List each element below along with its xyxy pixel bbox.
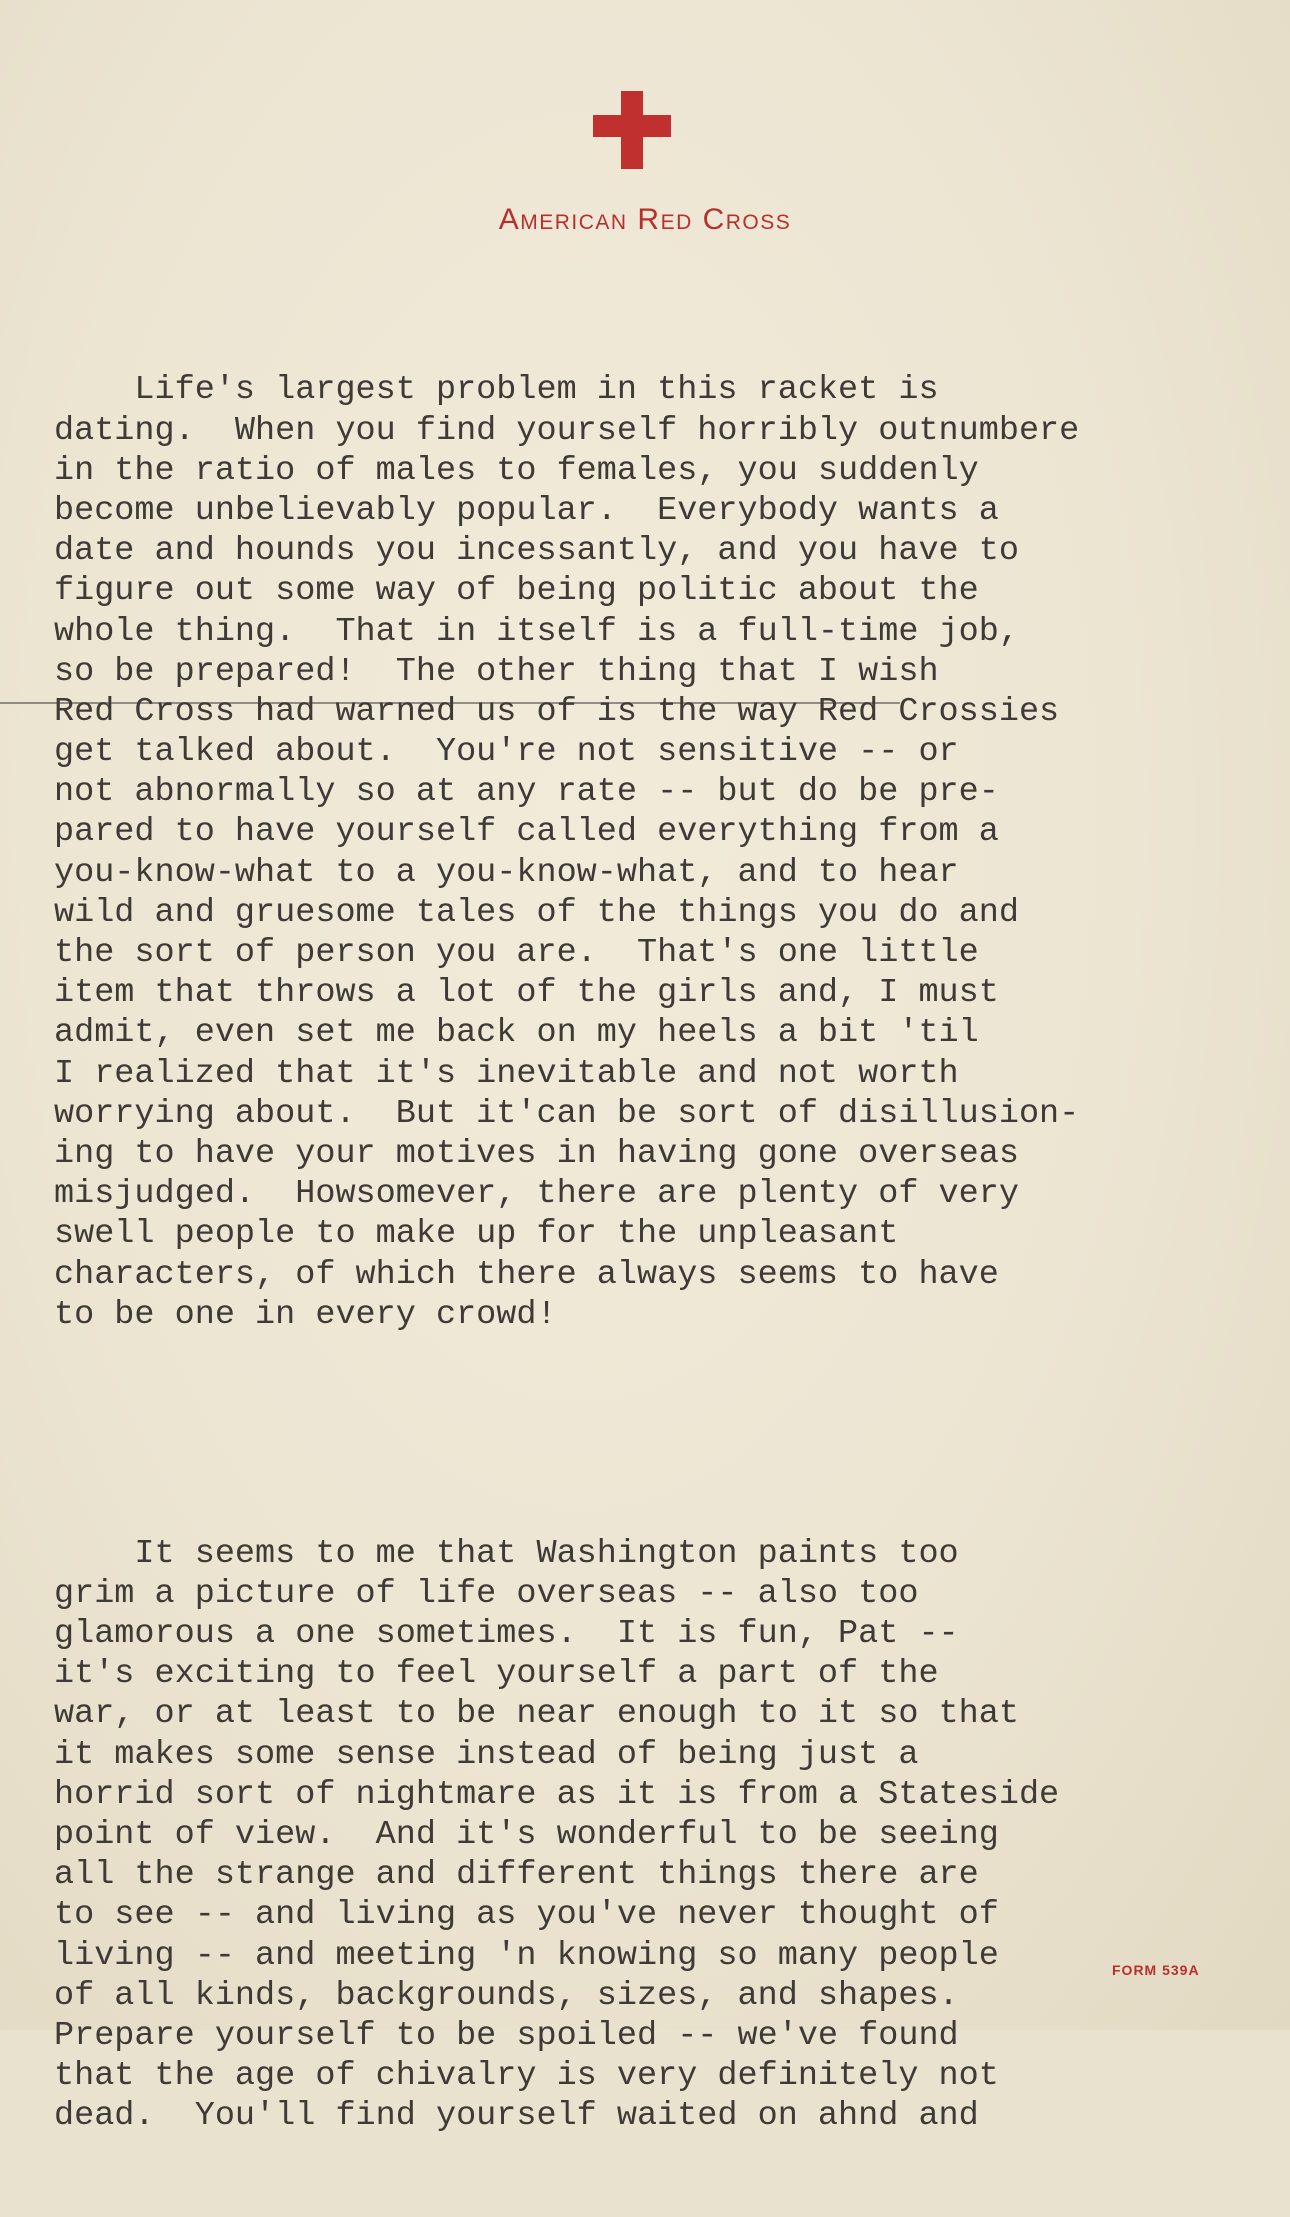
text-line: living -- and meeting 'n knowing so many people	[54, 1936, 999, 1975]
letter-body	[54, 290, 1284, 2217]
text-line: Red Cross had warned us of is the way Red Crossies	[54, 692, 1060, 731]
text-line: you-know-what to a you-know-what, and to hear	[54, 853, 959, 892]
text-line: it's exciting to feel yourself a part of the	[54, 1655, 939, 1694]
text-line: of all kinds, backgrounds, sizes, and shapes.	[54, 1976, 959, 2015]
text-line: It seems to me that Washington paints too	[54, 1534, 959, 1573]
text-line: swell people to make up for the unpleasant	[54, 1215, 899, 1254]
text-line: admit, even set me back on my heels a bit 'til	[54, 1014, 979, 1053]
text-line: grim a picture of life overseas -- also too	[54, 1574, 919, 1613]
text-line: Prepare yourself to be spoiled -- we've found	[54, 2016, 959, 2055]
text-line: to be one in every crowd!	[54, 1295, 557, 1334]
text-line: date and hounds you incessantly, and you have to	[54, 532, 1019, 571]
letterhead-title: American Red Cross	[498, 203, 792, 236]
text-line: wild and gruesome tales of the things you do and	[54, 893, 1019, 932]
text-line: get talked about. You're not sensitive -- or	[54, 733, 959, 772]
text-line: glamorous a one sometimes. It is fun, Pat --	[54, 1615, 959, 1654]
text-line: that the age of chivalry is very definitely not	[54, 2057, 999, 2096]
text-line: to see -- and living as you've never thought of	[54, 1896, 999, 1935]
text-line: war, or at least to be near enough to it so that	[54, 1695, 1019, 1734]
text-line: become unbelievably popular. Everybody wants a	[54, 491, 999, 530]
text-line: figure out some way of being politic about the	[54, 572, 979, 611]
text-line: I realized that it's inevitable and not worth	[54, 1054, 959, 1093]
text-line: not abnormally so at any rate -- but do be pre-	[54, 773, 999, 812]
text-line: horrid sort of nightmare as it is from a Stateside	[54, 1775, 1060, 1814]
text-line: pared to have yourself called everything from a	[54, 813, 999, 852]
text-line: Life's largest problem in this racket is	[54, 371, 939, 410]
text-line: dead. You'll find yourself waited on ahnd and	[54, 2097, 979, 2136]
text-line: point of view. And it's wonderful to be seeing	[54, 1816, 999, 1855]
form-number: FORM 539A	[1112, 1962, 1200, 1978]
text-line: in the ratio of males to females, you suddenly	[54, 451, 979, 490]
red-cross-emblem-vertical	[621, 91, 643, 169]
text-line: dating. When you find yourself horribly outnumbere	[54, 411, 1080, 450]
paragraph-1	[54, 370, 1284, 1335]
text-line: misjudged. Howsomever, there are plenty of very	[54, 1175, 1019, 1214]
text-line: item that throws a lot of the girls and, I must	[54, 974, 999, 1013]
text-line: ing to have your motives in having gone overseas	[54, 1134, 1019, 1173]
text-line: worrying about. But it'can be sort of disillusion-	[54, 1094, 1080, 1133]
text-line: the sort of person you are. That's one little	[54, 934, 979, 973]
text-line: whole thing. That in itself is a full-time job,	[54, 612, 1019, 651]
text-line: all the strange and different things there are	[54, 1856, 979, 1895]
paragraph-2	[54, 1534, 1284, 2137]
text-line: so be prepared! The other thing that I wish	[54, 652, 939, 691]
text-line: it makes some sense instead of being just a	[54, 1735, 919, 1774]
text-line: characters, of which there always seems to have	[54, 1255, 999, 1294]
